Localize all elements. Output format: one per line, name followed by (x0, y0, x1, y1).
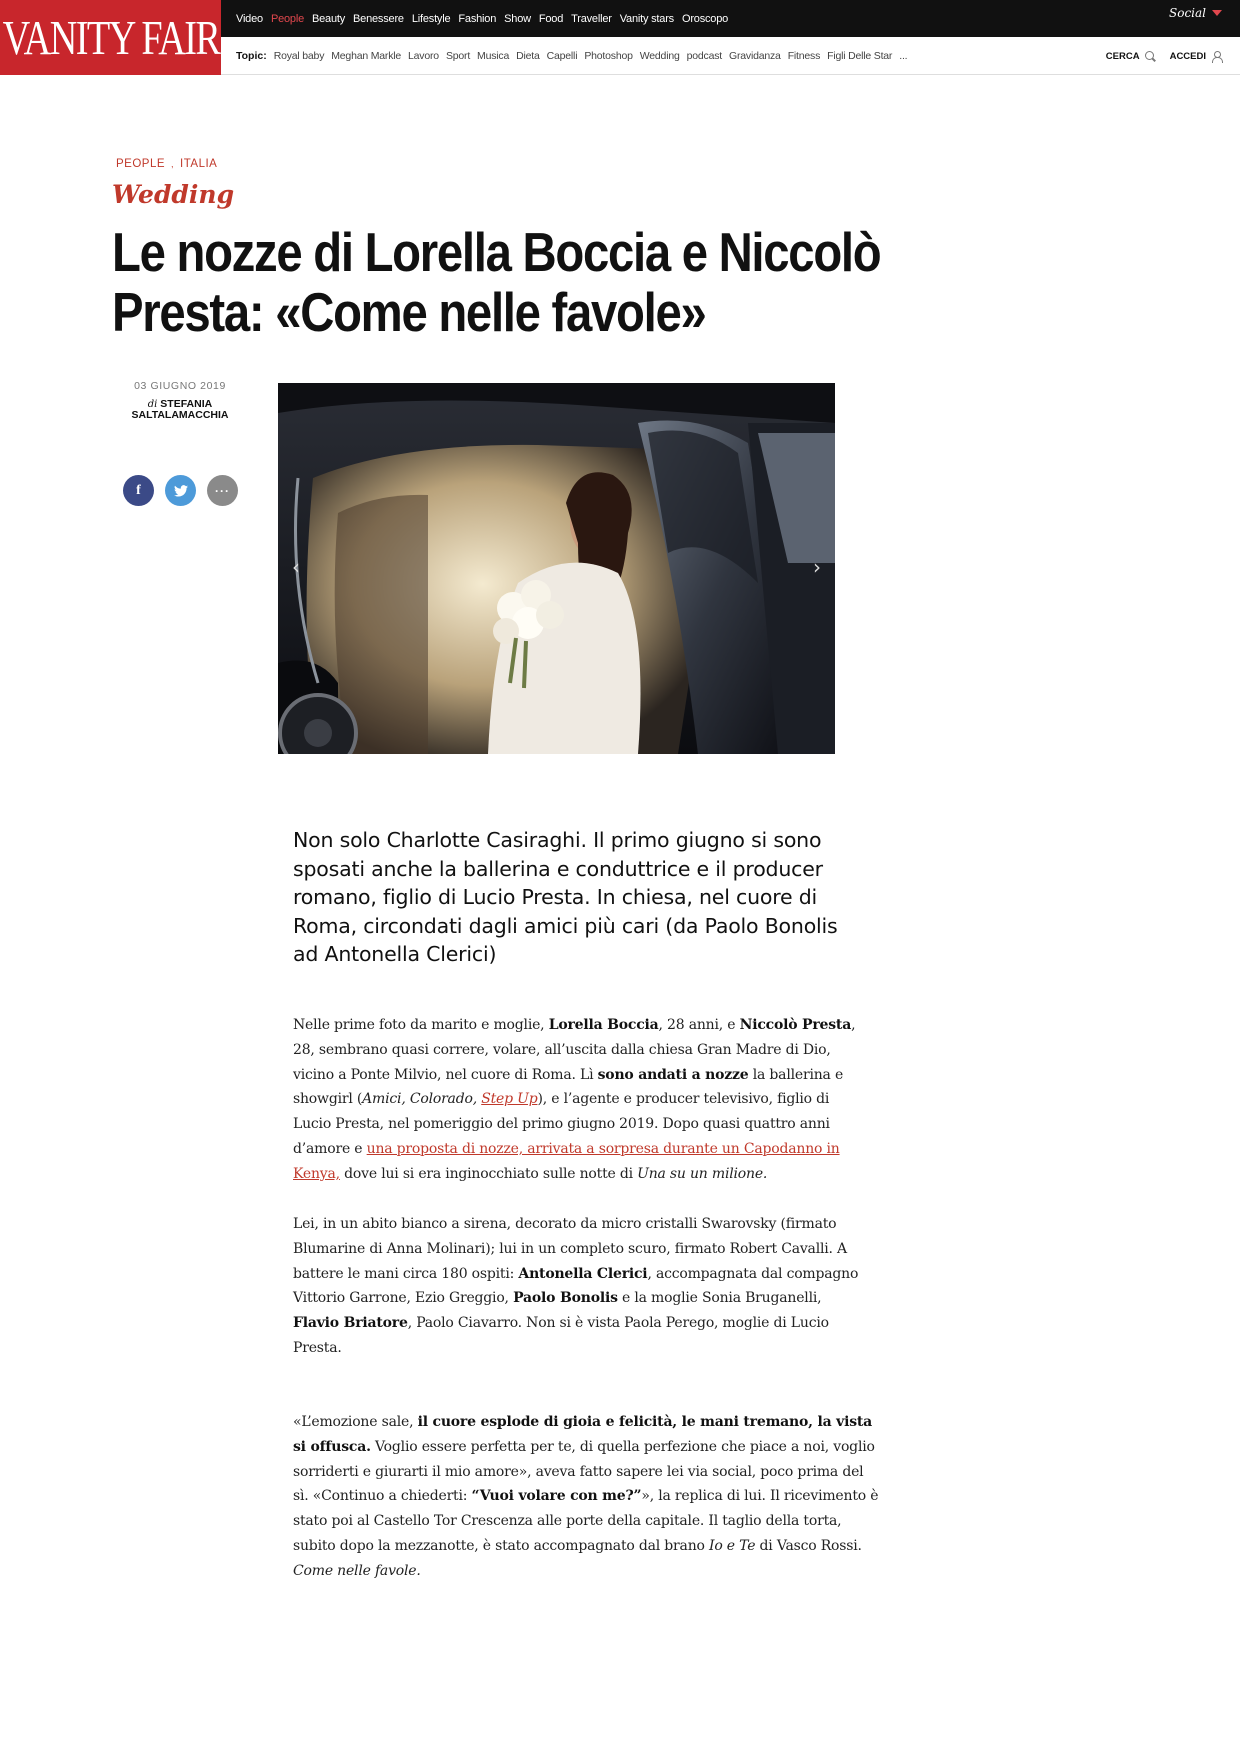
twitter-share-button[interactable] (165, 475, 196, 506)
nav-item-video[interactable]: Video (236, 12, 263, 25)
text-run: Voglio essere perfetta per te, di quella perfezione che piace a noi, voglio sorriderti e giurarti il mio amore», aveva fatto sapere lei via social, poco prima del sì. «Continuo a chiederti: (293, 1438, 875, 1505)
bold-text: Lorella Boccia (548, 1017, 659, 1033)
text-run: Amici, Colorado, (362, 1091, 482, 1108)
nav-item-people[interactable]: People (270, 12, 304, 25)
article-meta (112, 380, 248, 421)
facebook-share-button[interactable] (123, 475, 154, 506)
inline-link[interactable]: una proposta di nozze, arrivata a sorpresa durante un Capodanno in Kenya, (293, 1140, 840, 1182)
text-run: , 28, sembrano quasi correre, volare, all’uscita dalla chiesa Gran Madre di Dio, vicino a Ponte Milvio, nel cuore di Roma. Lì (293, 1017, 856, 1083)
article-paragraph-2 (293, 1212, 863, 1361)
text-run: dove lui si era inginocchiato sulle notte di (339, 1165, 638, 1182)
section-kicker[interactable]: Wedding (112, 180, 235, 209)
more-icon[interactable]: ··· (215, 483, 230, 498)
inline-link[interactable]: Step Up (481, 1091, 538, 1108)
text-run: Io e Te (709, 1537, 756, 1554)
topic-figli-delle-star[interactable]: Figli Delle Star (827, 50, 893, 62)
topic-sport[interactable]: Sport (445, 50, 471, 62)
nav-item-traveller[interactable]: Traveller (571, 12, 612, 25)
article-paragraph-3 (293, 1410, 883, 1584)
text-run: Nelle prime foto da marito e moglie, (293, 1017, 549, 1033)
breadcrumb (116, 158, 217, 170)
article-lead: Non solo Charlotte Casiraghi. Il primo giugno si sono sposati anche la ballerina e conduttrice e il producer romano, figlio di Lucio Presta. In chiesa, nel cuore di Roma, circondati dagli amici più cari (da Paolo Bonolis ad Antonella Clerici) (293, 828, 838, 966)
text-run: , accompagnata dal compagno Vittorio Garrone, Ezio Greggio, (293, 1265, 859, 1307)
breadcrumb-separator: , (171, 159, 175, 169)
article-title: Le nozze di Lorella Boccia e Niccolò Presta: «Come nelle favole» (112, 221, 881, 343)
bold-text: il cuore esplode di gioia e felicità, le mani tremano, la vista si offusca. (293, 1414, 873, 1455)
main-nav (236, 0, 728, 37)
share-buttons (123, 475, 238, 506)
bold-text: Antonella Clerici (518, 1265, 648, 1282)
search-label[interactable]: CERCA (1105, 50, 1140, 62)
text-run: la ballerina e showgirl ( (293, 1066, 844, 1108)
login-label[interactable]: ACCEDI (1169, 50, 1206, 62)
nav-item-vanity-stars[interactable]: Vanity stars (619, 12, 674, 25)
social-label[interactable]: Social (1169, 6, 1206, 20)
topics-label: Topic: (236, 50, 267, 62)
topic-lavoro[interactable]: Lavoro (408, 50, 439, 62)
text-run: », la replica di lui. Il ricevimento è stato poi al Castello Tor Crescenza alle porte della capitale. Il taglio della torta, subito dopo la mezzanotte, è stato accompagnato dal brano (293, 1488, 879, 1554)
topic-musica[interactable]: Musica (477, 50, 510, 62)
social-menu[interactable] (1169, 6, 1222, 20)
more-share-button[interactable] (207, 475, 238, 506)
login-button[interactable] (1170, 51, 1222, 62)
search-icon[interactable] (1145, 51, 1156, 62)
text-run: ), e l’agente e producer televisivo, figlio di Lucio Presta, nel pomeriggio del primo giugno 2019. Dopo quasi quattro anni d’amore e (293, 1091, 830, 1157)
facebook-icon[interactable]: f (136, 482, 141, 498)
nav-item-benessere[interactable]: Benessere (353, 12, 404, 25)
topic-more[interactable]: ... (899, 50, 908, 62)
text-run: «L’emozione sale, (293, 1414, 418, 1430)
bold-text: sono andati a nozze (597, 1066, 749, 1083)
nav-item-lifestyle[interactable]: Lifestyle (411, 12, 451, 25)
breadcrumb-italia[interactable]: ITALIA (180, 158, 218, 170)
nav-item-fashion[interactable]: Fashion (458, 12, 497, 25)
bride-in-car-photo (278, 383, 835, 754)
author-prefix: di (147, 399, 158, 410)
topic-dieta[interactable]: Dieta (516, 50, 540, 62)
photo-gallery[interactable] (278, 383, 835, 754)
text-run: , 28 anni, e (658, 1017, 740, 1033)
text-run: e la moglie Sonia Bruganelli, (617, 1290, 822, 1307)
vanity-fair-logo[interactable] (0, 0, 221, 75)
author-name[interactable]: STEFANIA SALTALAMACCHIA (131, 398, 229, 421)
header-actions (1106, 37, 1222, 75)
bold-text: “Vuoi volare con me?” (471, 1488, 642, 1505)
text-run: Lei, in un abito bianco a sirena, decorato da micro cristalli Swarovsky (firmato Blumarine di Anna Molinari); lui in un completo scuro, firmato Robert Cavalli. A battere le mani circa 180 ospiti: (293, 1216, 847, 1282)
bold-text: Niccolò Presta (739, 1017, 852, 1033)
logo-text[interactable]: VANITY FAIR (2, 10, 219, 65)
gallery-next-button[interactable]: › (813, 555, 821, 579)
publish-date: 03 GIUGNO 2019 (134, 380, 226, 392)
topic-podcast[interactable]: podcast (686, 50, 722, 62)
nav-item-oroscopo[interactable]: Oroscopo (681, 12, 729, 25)
text-run: di Vasco Rossi. (755, 1537, 862, 1554)
topic-capelli[interactable]: Capelli (546, 50, 578, 62)
gallery-prev-button[interactable]: ‹ (292, 555, 300, 579)
text-run: , Paolo Ciavarro. Non si è vista Paola Perego, moglie di Lucio Presta. (293, 1315, 829, 1356)
text-run: Una su un milione. (637, 1165, 768, 1182)
topic-gravidanza[interactable]: Gravidanza (729, 50, 781, 62)
search-button[interactable] (1106, 51, 1156, 62)
user-icon[interactable] (1211, 51, 1222, 62)
breadcrumb-people[interactable]: PEOPLE (116, 158, 166, 170)
article-paragraph-1 (293, 1013, 863, 1187)
bold-text: Flavio Briatore (293, 1315, 408, 1332)
author-byline[interactable] (112, 399, 248, 421)
topic-royal-baby[interactable]: Royal baby (273, 50, 325, 62)
topic-wedding[interactable]: Wedding (639, 50, 680, 62)
chevron-down-icon[interactable] (1212, 10, 1222, 16)
bold-text: Paolo Bonolis (513, 1290, 618, 1307)
text-run: Come nelle favole. (293, 1562, 421, 1579)
nav-item-beauty[interactable]: Beauty (312, 12, 346, 25)
topic-fitness[interactable]: Fitness (787, 50, 821, 62)
nav-item-show[interactable]: Show (504, 12, 531, 25)
nav-item-food[interactable]: Food (538, 12, 564, 25)
topics-list (236, 37, 907, 75)
topic-photoshop[interactable]: Photoshop (584, 50, 633, 62)
twitter-bird-icon[interactable] (174, 485, 188, 497)
topic-meghan-markle[interactable]: Meghan Markle (331, 50, 402, 62)
